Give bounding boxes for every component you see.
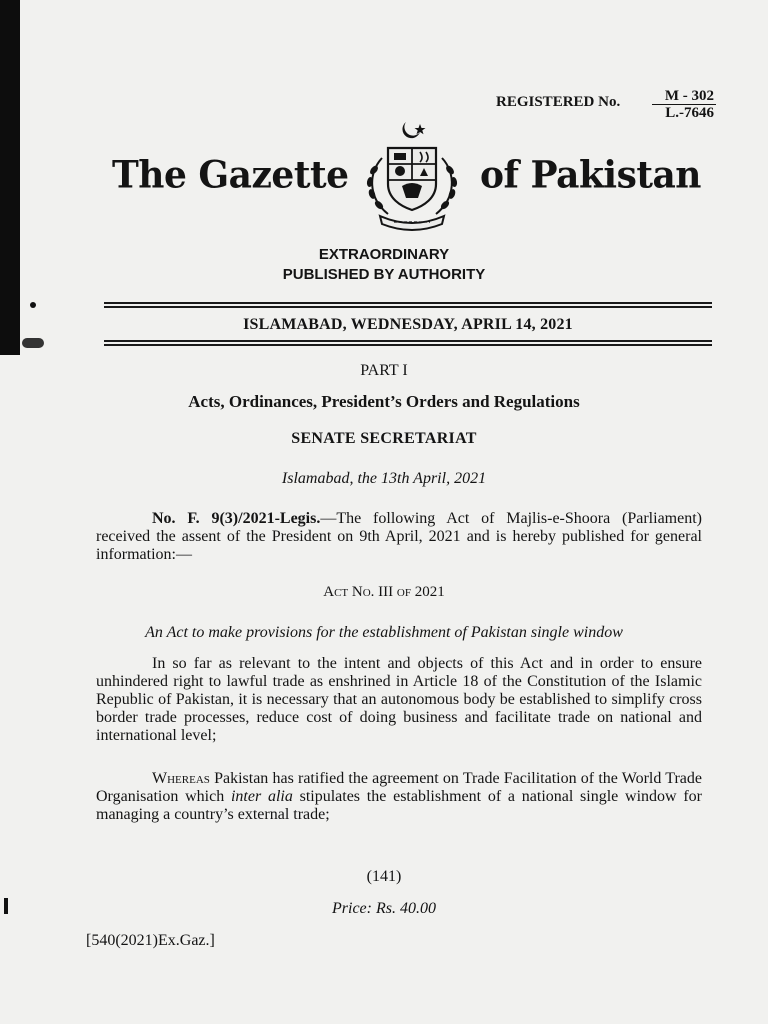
department-heading: SENATE SECRETARIAT	[291, 430, 477, 447]
scan-speck	[30, 302, 36, 308]
rule-bottom-2	[104, 344, 712, 346]
published-by-authority-label: PUBLISHED BY AUTHORITY	[282, 266, 486, 283]
registration-number-bottom: L.-7646	[665, 105, 714, 121]
preamble-2-text-b: stipulates the establishment of a national single window for managing a country’s external trade;	[96, 788, 702, 823]
place-and-date: Islamabad, the 13th April, 2021	[281, 470, 487, 487]
rule-bottom-1	[104, 340, 712, 342]
preamble-paragraph-1: In so far as relevant to the intent and objects of this Act and in order to ensure unhindered right to lawful trade as enshrined in Article 18 of the Constitution of the Islamic Republic of Pakistan, it is necessary that an autonomous body be established to simplify cross border trade processes, reduce cost of doing business and facilitate trade on national and international level;	[96, 655, 702, 744]
masthead-title-left: The Gazette	[112, 152, 349, 198]
whereas-word: Whereas	[152, 770, 210, 787]
registration-number-top: M - 302	[652, 88, 716, 105]
part-heading: PART I	[360, 362, 408, 379]
rule-top-2	[104, 306, 712, 308]
scan-edge-shadow	[0, 0, 20, 355]
registration-label: REGISTERED No.	[496, 94, 621, 110]
latin-term: inter alia	[230, 788, 293, 805]
page-number: (141)	[366, 868, 402, 885]
dateline: ISLAMABAD, WEDNESDAY, APRIL 14, 2021	[243, 316, 573, 333]
gazette-reference: [540(2021)Ex.Gaz.]	[86, 932, 215, 949]
act-number: Act No. III of 2021	[323, 584, 445, 600]
notification-text: —The following Act of Majlis-e-Shoora (Parliament) received the assent of the President on 9th April, 2021 and is hereby published for general information:—	[96, 510, 702, 563]
scan-speck	[22, 338, 44, 348]
state-emblem-icon	[354, 118, 470, 234]
extraordinary-label: EXTRAORDINARY	[318, 246, 450, 263]
part-title: Acts, Ordinances, President’s Orders and Regulations	[188, 392, 580, 411]
preamble-paragraph-2	[96, 770, 702, 824]
rule-top-1	[104, 302, 712, 304]
registration-number	[652, 88, 716, 121]
notification-paragraph	[96, 510, 702, 564]
notification-number: No. F. 9(3)/2021-Legis.	[152, 510, 321, 527]
act-long-title: An Act to make provisions for the establishment of Pakistan single window	[145, 624, 623, 641]
preamble-2-text-a: Pakistan has ratified the agreement on Trade Facilitation of the World Trade Organisation which	[96, 770, 702, 805]
price: Price: Rs. 40.00	[332, 900, 436, 917]
masthead-title-right: of Pakistan	[480, 152, 701, 198]
